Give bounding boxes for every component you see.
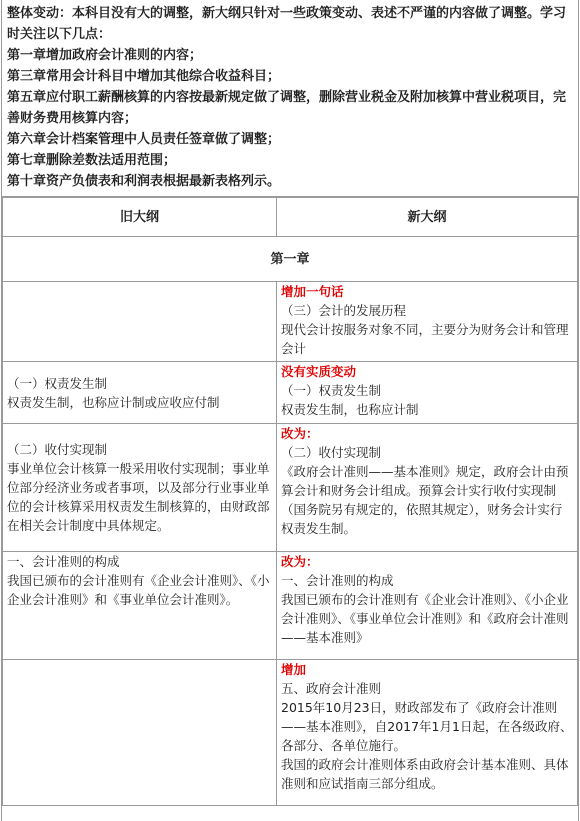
old-cell (3, 424, 277, 552)
old-text: （二）收付实现制 (7, 442, 108, 457)
document-page (1, 0, 579, 821)
new-text: 2015年10月23日，财政部发布了《政府会计准则——基本准则》，自2017年1月1日起，在各级政府、各部分、各单位施行。 (281, 700, 573, 753)
comparison-table (2, 197, 578, 806)
old-cell (3, 282, 277, 362)
new-text: 我国已颁布的会计准则有《企业会计准则》、《小企业会计准则》、《事业单位会计准则》和《政府会计准则——基本准则》 (281, 592, 569, 645)
new-text: 《政府会计准则——基本准则》规定，政府会计由预算会计和财务会计组成。预算会计实行收付实现制（国务院另有规定的，依照其规定），财务会计实行权责发生制。 (281, 464, 569, 536)
table-row (3, 362, 578, 424)
new-text: （二）收付实现制 (281, 445, 382, 460)
table-row (3, 552, 578, 660)
change-label: 改为： (281, 426, 319, 441)
table-row (3, 424, 578, 552)
new-text: （三）会计的发展历程 (281, 303, 407, 318)
chapter-row (3, 237, 578, 282)
old-cell (3, 552, 277, 660)
new-cell (277, 282, 578, 362)
change-label: 增加 (281, 662, 307, 677)
new-text: 五、政府会计准则 (281, 681, 382, 696)
intro-line: 第一章增加政府会计准则的内容； (7, 48, 203, 63)
old-cell (3, 362, 277, 424)
change-label: 改为： (281, 554, 319, 569)
old-text: （一）权责发生制 (7, 375, 108, 391)
new-cell (277, 424, 578, 552)
new-text: （一）权责发生制 (281, 383, 382, 398)
new-cell (277, 362, 578, 424)
new-text: 权责发生制，也称应计制 (281, 402, 419, 417)
intro-line: 整体变动：本科目没有大的调整，新大纲只针对一些政策变动、表述不严谨的内容做了调整。学习时关注以下几点： (7, 6, 567, 42)
change-label: 增加一句话 (281, 284, 344, 299)
old-text: 一、会计准则的构成 (7, 554, 120, 569)
old-text: 权责发生制，也称应计制或应收应付制 (7, 394, 220, 410)
intro-line: 第十章资产负债表和利润表根据最新表格列示。 (7, 174, 281, 189)
header-new-syllabus: 新大纲 (277, 198, 578, 237)
new-text: 现代会计按服务对象不同，主要分为财务会计和管理会计 (281, 322, 569, 356)
header-old-syllabus: 旧大纲 (3, 198, 277, 237)
intro-line: 第六章会计档案管理中人员责任签章做了调整； (7, 132, 281, 147)
intro-section (2, 0, 578, 197)
new-cell (277, 660, 578, 806)
table-row (3, 282, 578, 362)
new-text: 我国的政府会计准则体系由政府会计基本准则、具体准则和应试指南三部分组成。 (281, 757, 569, 791)
intro-line: 第五章应付职工薪酬核算的内容按最新规定做了调整，删除营业税金及附加核算中营业税项目，完善财务费用核算内容； (7, 90, 567, 126)
intro-line: 第七章删除差数法适用范围； (7, 153, 177, 168)
new-text: 一、会计准则的构成 (281, 573, 394, 588)
old-text: 我国已颁布的会计准则有《企业会计准则》、《小企业会计准则》和《事业单位会计准则》。 (7, 573, 270, 607)
old-text: 事业单位会计核算一般采用收付实现制；事业单位部分经济业务或者事项，以及部分行业事业单位的会计核算采用权责发生制核算的，由财政部在相关会计制度中具体规定。 (7, 461, 270, 533)
intro-line: 第三章常用会计科目中增加其他综合收益科目； (7, 69, 281, 84)
table-header-row (3, 198, 578, 237)
change-label: 没有实质变动 (281, 364, 357, 379)
new-cell (277, 552, 578, 660)
table-row (3, 660, 578, 806)
old-cell (3, 660, 277, 806)
chapter-title: 第一章 (3, 237, 578, 282)
